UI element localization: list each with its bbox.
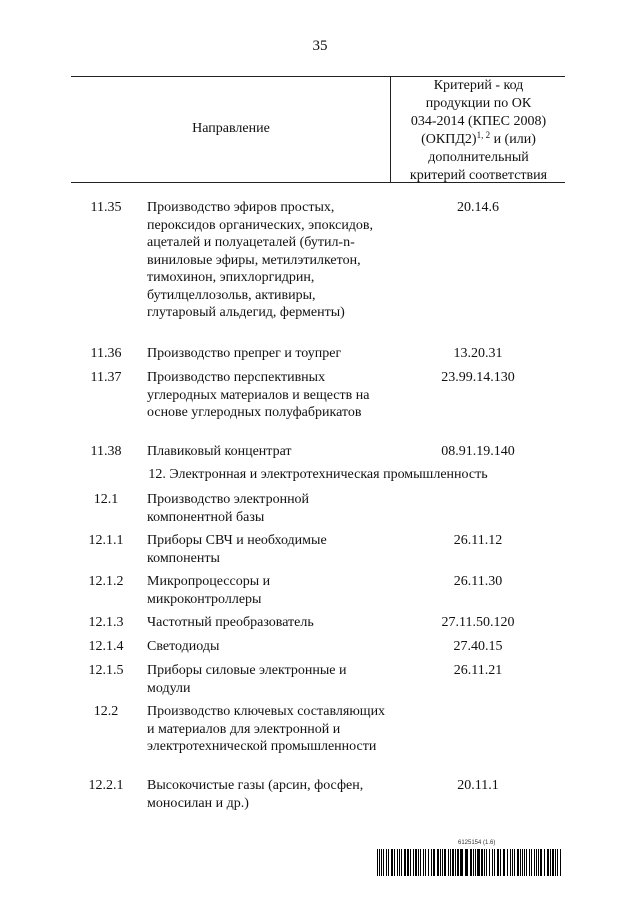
row-name: Производство препрег и тоупрег — [147, 346, 342, 361]
row-code: 13.20.31 — [453, 346, 503, 361]
row-code: 26.11.12 — [453, 533, 503, 548]
row-number: 12.1 — [93, 492, 119, 507]
row-name: Приборы СВЧ и необходимые компоненты — [147, 533, 327, 566]
row-code: 26.11.30 — [453, 574, 503, 589]
row-number: 12.1.3 — [88, 615, 124, 630]
row-number: 11.35 — [90, 200, 122, 215]
row-name: Микропроцессоры и микроконтроллеры — [147, 574, 271, 607]
row-name: Производство электронной компонентной базы — [147, 492, 310, 525]
criterion-line: продукции по ОК — [425, 96, 532, 111]
criterion-line: Критерий - код — [433, 78, 524, 93]
row-code: 20.11.1 — [457, 778, 499, 793]
row-name: Светодиоды — [147, 639, 220, 654]
row-number: 12.1.1 — [88, 533, 124, 548]
page-number: 35 — [312, 38, 328, 54]
row-code: 08.91.19.140 — [441, 444, 515, 459]
criterion-line: 034-2014 (КПЕС 2008) — [410, 114, 547, 129]
row-code: 20.14.6 — [457, 200, 499, 215]
footnote-ref: 1, 2 — [476, 130, 491, 140]
row-number: 12.1.4 — [88, 639, 124, 654]
criterion-line: критерий соответствия — [409, 168, 548, 183]
row-code: 27.11.50.120 — [441, 615, 515, 630]
row-code: 23.99.14.130 — [441, 370, 515, 385]
row-number: 12.1.2 — [88, 574, 124, 589]
row-name: Приборы силовые электронные и модули — [147, 663, 347, 696]
section-heading: 12. Электронная и электротехническая промышленность — [148, 467, 488, 482]
row-number: 11.37 — [90, 370, 122, 385]
criterion-line: дополнительный — [428, 150, 529, 165]
row-code: 27.40.15 — [453, 639, 503, 654]
barcode-icon — [377, 849, 563, 876]
column-header-criterion — [390, 76, 566, 182]
row-code: 26.11.21 — [453, 663, 503, 678]
row-name: Частотный преобразователь — [147, 615, 314, 630]
row-number: 12.2.1 — [88, 778, 124, 793]
table-header-bottom-border — [71, 182, 565, 183]
row-number: 12.1.5 — [88, 663, 124, 678]
row-name: Высокочистые газы (арсин, фосфен, моносилан и др.) — [147, 778, 364, 811]
column-header-direction: Направление — [192, 121, 270, 136]
row-name: Производство ключевых составляющих и материалов для электронной и электротехнической промышленности — [147, 704, 386, 754]
row-number: 11.38 — [90, 444, 122, 459]
row-name: Производство эфиров простых, пероксидов органических, эпоксидов, ацеталей и полуацеталей (бутил-n-виниловые эфиры, метилэтилкетон, тимохинон, эпихлоргидрин, бутилцеллозольв, активиры, глутаровый альдегид, ферменты) — [147, 200, 374, 320]
row-number: 12.2 — [93, 704, 119, 719]
row-number: 11.36 — [90, 346, 122, 361]
row-name: Производство перспективных углеродных материалов и веществ на основе углеродных полуфабрикатов — [147, 370, 370, 420]
criterion-line: (ОКПД2)$^{1, 2}$ и (или) — [421, 130, 536, 147]
document-code: 6125154 (1.6) — [458, 840, 496, 846]
row-name: Плавиковый концентрат — [147, 444, 292, 459]
